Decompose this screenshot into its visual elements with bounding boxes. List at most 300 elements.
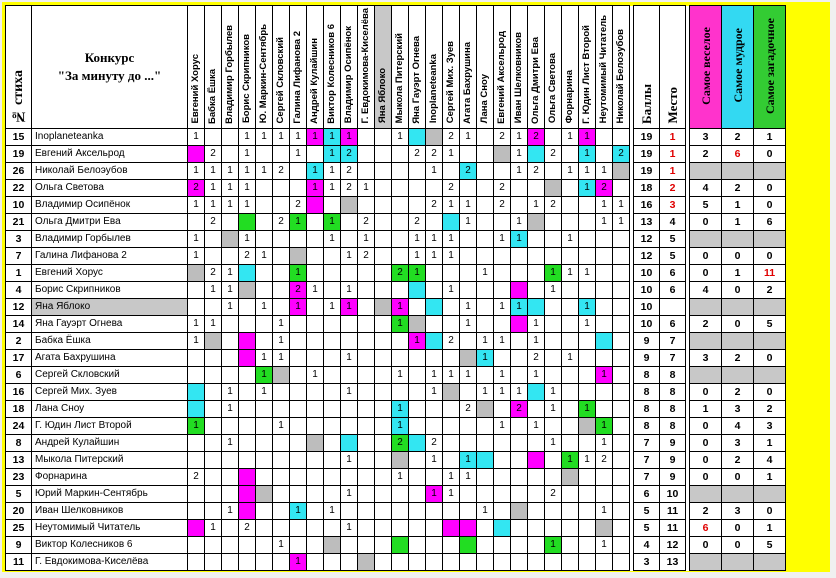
vote-cell <box>307 350 324 367</box>
vote-cell <box>273 197 290 214</box>
vote-cell <box>290 401 307 418</box>
vote-cell: 1 <box>341 520 358 537</box>
vote-cell <box>307 146 324 163</box>
vote-cell <box>290 384 307 401</box>
vote-cell: 2 <box>443 180 460 197</box>
vote-cell <box>375 418 392 435</box>
vote-cell <box>375 435 392 452</box>
vote-cell: 1 <box>477 265 494 282</box>
vote-cell <box>409 554 426 571</box>
vote-cell: 1 <box>341 248 358 265</box>
voter-name: Евгений Хорус <box>190 53 201 124</box>
vote-cell <box>545 350 562 367</box>
table-row <box>6 452 786 469</box>
vote-cell: 1 <box>188 333 205 350</box>
vote-cell <box>273 401 290 418</box>
vote-cell <box>494 350 511 367</box>
vote-cell <box>205 537 222 554</box>
vote-cell: 1 <box>596 537 613 554</box>
vote-cell: 1 <box>613 214 630 231</box>
vote-cell <box>596 231 613 248</box>
vote-cell: 1 <box>528 333 545 350</box>
verse-number: 10 <box>6 197 32 214</box>
vote-cell: 1 <box>545 537 562 554</box>
vote-cell <box>613 316 630 333</box>
vote-cell <box>613 299 630 316</box>
author-name: Мыкола Питерский <box>32 452 188 469</box>
vote-cell <box>324 282 341 299</box>
vote-cell <box>562 503 579 520</box>
vote-cell <box>188 367 205 384</box>
voter-column-header <box>477 6 494 129</box>
vote-cell <box>256 231 273 248</box>
score-cell: 10 <box>634 299 660 316</box>
vote-cell <box>596 486 613 503</box>
vote-cell: 2 <box>494 180 511 197</box>
place-cell: 6 <box>660 316 686 333</box>
author-name: Ольга Дмитри Ева <box>32 214 188 231</box>
vote-cell: 1 <box>477 384 494 401</box>
table-row <box>6 299 786 316</box>
special-vote-cell: 1 <box>754 469 786 486</box>
vote-cell <box>239 350 256 367</box>
vote-cell: 2 <box>545 486 562 503</box>
vote-cell <box>443 265 460 282</box>
special-vote-cell: 3 <box>722 401 754 418</box>
vote-cell: 2 <box>545 146 562 163</box>
vote-cell: 1 <box>341 486 358 503</box>
vote-cell: 1 <box>579 180 596 197</box>
vote-cell <box>409 503 426 520</box>
vote-cell <box>528 435 545 452</box>
vote-cell <box>511 469 528 486</box>
vote-cell <box>256 146 273 163</box>
vote-cell <box>375 384 392 401</box>
vote-cell: 2 <box>273 163 290 180</box>
vote-cell <box>239 418 256 435</box>
vote-cell <box>511 316 528 333</box>
vote-cell: 1 <box>341 129 358 146</box>
special-vote-cell <box>722 231 754 248</box>
vote-cell <box>307 452 324 469</box>
vote-cell <box>545 469 562 486</box>
place-cell: 1 <box>660 146 686 163</box>
vote-cell <box>341 316 358 333</box>
vote-cell <box>579 333 596 350</box>
vote-cell: 1 <box>579 452 596 469</box>
vote-cell <box>596 265 613 282</box>
vote-cell <box>477 520 494 537</box>
vote-cell: 1 <box>460 299 477 316</box>
vote-cell <box>511 486 528 503</box>
place-cell: 11 <box>660 520 686 537</box>
vote-cell <box>222 316 239 333</box>
voter-name: Сергей Скловский <box>275 37 286 124</box>
vote-cell <box>290 367 307 384</box>
vote-cell: 2 <box>409 146 426 163</box>
vote-cell <box>562 418 579 435</box>
table-row <box>6 333 786 350</box>
author-name: Сергей Скловский <box>32 367 188 384</box>
voter-name: Ольга Светова <box>547 53 558 124</box>
special-vote-cell <box>690 333 722 350</box>
vote-cell <box>375 214 392 231</box>
vote-cell <box>596 350 613 367</box>
score-cell: 5 <box>634 520 660 537</box>
vote-cell <box>596 469 613 486</box>
table-row <box>6 163 786 180</box>
vote-cell: 1 <box>188 231 205 248</box>
vote-cell <box>545 316 562 333</box>
vote-cell <box>494 503 511 520</box>
vote-cell <box>358 554 375 571</box>
voter-name: Владимир Горбылев <box>224 24 235 124</box>
vote-cell <box>324 350 341 367</box>
voter-column-header <box>596 6 613 129</box>
vote-cell: 1 <box>579 299 596 316</box>
voter-name: Виктор Колесников 6 <box>326 23 337 124</box>
vote-cell: 1 <box>409 231 426 248</box>
vote-cell: 1 <box>256 129 273 146</box>
contest-title-line2: "За минуту до ..." <box>57 68 162 84</box>
vote-cell <box>358 265 375 282</box>
verse-number: 24 <box>6 418 32 435</box>
vote-cell: 1 <box>188 316 205 333</box>
vote-cell <box>256 452 273 469</box>
vote-cell: 1 <box>222 197 239 214</box>
special-vote-cell: 0 <box>754 350 786 367</box>
score-cell: 9 <box>634 333 660 350</box>
vote-cell <box>222 350 239 367</box>
vote-cell <box>409 486 426 503</box>
vote-cell <box>256 435 273 452</box>
vote-cell <box>375 299 392 316</box>
vote-cell <box>562 299 579 316</box>
vote-cell <box>460 350 477 367</box>
vote-cell <box>324 248 341 265</box>
special-vote-cell: 0 <box>754 384 786 401</box>
vote-cell <box>205 384 222 401</box>
vote-cell <box>426 554 443 571</box>
vote-cell <box>341 435 358 452</box>
vote-cell <box>273 180 290 197</box>
special-vote-cell: 5 <box>754 316 786 333</box>
vote-cell: 2 <box>460 163 477 180</box>
vote-cell <box>341 554 358 571</box>
voter-name: Inoplaneteanka <box>428 54 439 124</box>
vote-cell <box>409 350 426 367</box>
special-vote-cell <box>722 163 754 180</box>
vote-cell <box>494 146 511 163</box>
vote-cell <box>239 435 256 452</box>
vote-cell <box>307 435 324 452</box>
vote-cell <box>358 367 375 384</box>
results-sheet <box>5 5 786 571</box>
vote-cell <box>511 418 528 435</box>
vote-cell <box>307 537 324 554</box>
vote-cell <box>613 537 630 554</box>
vote-cell <box>460 265 477 282</box>
vote-cell <box>460 418 477 435</box>
vote-cell: 1 <box>426 452 443 469</box>
vote-cell: 1 <box>528 197 545 214</box>
vote-cell: 2 <box>409 214 426 231</box>
vote-cell <box>426 418 443 435</box>
table-row <box>6 146 786 163</box>
vote-cell: 1 <box>392 401 409 418</box>
vote-cell: 1 <box>392 316 409 333</box>
vote-cell <box>528 503 545 520</box>
vote-cell <box>460 503 477 520</box>
vote-cell <box>273 231 290 248</box>
vote-cell: 1 <box>426 384 443 401</box>
author-name: Inoplaneteanka <box>32 129 188 146</box>
vote-cell <box>477 452 494 469</box>
vote-cell: 1 <box>307 129 324 146</box>
vote-cell <box>324 316 341 333</box>
special-vote-cell: 1 <box>754 435 786 452</box>
special-vote-cell: 0 <box>754 197 786 214</box>
vote-cell: 2 <box>290 197 307 214</box>
vote-cell: 1 <box>579 265 596 282</box>
vote-cell: 2 <box>596 452 613 469</box>
vote-cell <box>324 418 341 435</box>
vote-cell <box>273 265 290 282</box>
special-vote-cell: 2 <box>722 350 754 367</box>
vote-cell: 1 <box>443 248 460 265</box>
vote-cell <box>494 248 511 265</box>
vote-cell <box>273 299 290 316</box>
vote-cell <box>307 486 324 503</box>
vote-cell: 1 <box>443 469 460 486</box>
vote-cell: 1 <box>392 129 409 146</box>
voter-column-header <box>188 6 205 129</box>
special-vote-cell: 3 <box>690 129 722 146</box>
table-row <box>6 554 786 571</box>
score-cell: 19 <box>634 163 660 180</box>
vote-cell <box>545 503 562 520</box>
voter-column-header <box>222 6 239 129</box>
score-cell: 4 <box>634 537 660 554</box>
vote-cell <box>324 265 341 282</box>
special-vote-cell: 3 <box>754 418 786 435</box>
special-vote-cell: 0 <box>722 537 754 554</box>
vote-cell <box>545 418 562 435</box>
vote-cell <box>596 146 613 163</box>
vote-cell: 2 <box>460 401 477 418</box>
vote-cell <box>460 554 477 571</box>
vote-cell <box>579 418 596 435</box>
vote-cell: 1 <box>443 282 460 299</box>
score-cell: 18 <box>634 180 660 197</box>
special-vote-cell: 0 <box>690 452 722 469</box>
vote-cell <box>409 180 426 197</box>
special-vote-cell: 0 <box>722 469 754 486</box>
vote-cell: 1 <box>222 401 239 418</box>
vote-cell: 1 <box>443 231 460 248</box>
voter-name: Ольга Дмитри Ева <box>530 36 541 124</box>
place-cell: 6 <box>660 282 686 299</box>
vote-cell <box>511 367 528 384</box>
table-row <box>6 384 786 401</box>
table-row <box>6 435 786 452</box>
special-vote-cell <box>690 231 722 248</box>
author-name: Галина Лифанова 2 <box>32 248 188 265</box>
vote-cell: 2 <box>358 248 375 265</box>
vote-cell: 1 <box>341 350 358 367</box>
vote-cell: 1 <box>579 163 596 180</box>
vote-cell: 1 <box>443 486 460 503</box>
vote-cell: 1 <box>290 554 307 571</box>
vote-cell: 1 <box>596 435 613 452</box>
vote-cell <box>358 197 375 214</box>
vote-cell <box>613 350 630 367</box>
voter-name: Николай Белоэубов <box>615 29 626 124</box>
voter-column-header <box>562 6 579 129</box>
vote-cell <box>290 486 307 503</box>
vote-cell <box>307 469 324 486</box>
vote-cell: 1 <box>579 316 596 333</box>
verse-number: 14 <box>6 316 32 333</box>
voter-column-header <box>511 6 528 129</box>
vote-cell <box>392 248 409 265</box>
vote-cell: 1 <box>562 452 579 469</box>
vote-cell <box>188 401 205 418</box>
vote-cell: 1 <box>324 163 341 180</box>
vote-cell <box>307 299 324 316</box>
vote-cell: 1 <box>392 367 409 384</box>
vote-cell <box>205 554 222 571</box>
vote-cell <box>256 401 273 418</box>
vote-cell <box>426 299 443 316</box>
vote-cell <box>307 418 324 435</box>
vote-cell <box>222 554 239 571</box>
table-row <box>6 248 786 265</box>
vote-cell <box>443 163 460 180</box>
place-cell: 1 <box>660 163 686 180</box>
vote-cell: 1 <box>409 265 426 282</box>
vote-cell: 1 <box>613 197 630 214</box>
vote-cell: 1 <box>426 248 443 265</box>
vote-cell: 1 <box>239 231 256 248</box>
vote-cell <box>239 265 256 282</box>
vote-cell: 1 <box>273 129 290 146</box>
vote-cell <box>477 537 494 554</box>
vote-cell: 1 <box>205 282 222 299</box>
vote-cell: 1 <box>494 333 511 350</box>
vote-cell <box>545 299 562 316</box>
vote-cell: 1 <box>239 146 256 163</box>
place-header-label: Место <box>664 86 680 124</box>
voter-name: Яна Яблоко <box>377 68 388 124</box>
score-cell: 8 <box>634 418 660 435</box>
place-cell: 9 <box>660 435 686 452</box>
vote-cell <box>205 418 222 435</box>
voter-column-header <box>460 6 477 129</box>
vote-cell <box>613 333 630 350</box>
vote-cell: 1 <box>545 435 562 452</box>
vote-cell: 1 <box>324 180 341 197</box>
vote-cell <box>375 503 392 520</box>
vote-cell <box>409 469 426 486</box>
vote-cell: 2 <box>545 197 562 214</box>
vote-cell <box>613 129 630 146</box>
place-cell: 11 <box>660 503 686 520</box>
voter-column-header <box>341 6 358 129</box>
place-cell: 3 <box>660 197 686 214</box>
vote-cell: 1 <box>562 265 579 282</box>
voter-column-header <box>426 6 443 129</box>
place-cell: 8 <box>660 367 686 384</box>
special-vote-cell: 6 <box>690 520 722 537</box>
voter-column-header <box>375 6 392 129</box>
vote-cell: 2 <box>596 180 613 197</box>
score-cell: 12 <box>634 231 660 248</box>
vote-cell <box>426 129 443 146</box>
vote-cell <box>341 214 358 231</box>
author-name: Владимир Осипёнок <box>32 197 188 214</box>
vote-cell <box>188 537 205 554</box>
voter-name: Бабка Ёшка <box>207 68 218 124</box>
special-vote-cell: 11 <box>754 265 786 282</box>
place-cell: 8 <box>660 418 686 435</box>
vote-cell <box>477 129 494 146</box>
vote-cell <box>477 316 494 333</box>
vote-cell <box>358 299 375 316</box>
special-vote-cell: 6 <box>722 146 754 163</box>
vote-cell <box>409 299 426 316</box>
vote-cell <box>341 333 358 350</box>
vote-cell: 1 <box>392 299 409 316</box>
vote-cell <box>256 265 273 282</box>
vote-cell <box>528 231 545 248</box>
vote-cell <box>460 282 477 299</box>
vote-cell: 1 <box>562 231 579 248</box>
special-vote-cell: 0 <box>690 214 722 231</box>
vote-cell: 2 <box>426 435 443 452</box>
vote-cell <box>307 503 324 520</box>
author-name: Ольга Светова <box>32 180 188 197</box>
vote-cell: 2 <box>392 435 409 452</box>
vote-cell <box>613 231 630 248</box>
author-name: Форнарина <box>32 469 188 486</box>
special-vote-cell: 0 <box>690 384 722 401</box>
vote-cell: 2 <box>205 214 222 231</box>
vote-cell: 1 <box>477 333 494 350</box>
vote-cell: 2 <box>426 197 443 214</box>
place-cell: 12 <box>660 537 686 554</box>
vote-cell: 1 <box>392 469 409 486</box>
vote-cell: 1 <box>222 503 239 520</box>
vote-cell: 1 <box>239 180 256 197</box>
special-vote-cell: 1 <box>690 401 722 418</box>
vote-cell <box>392 452 409 469</box>
author-name: Евгений Хорус <box>32 265 188 282</box>
score-cell: 8 <box>634 384 660 401</box>
vote-cell: 1 <box>409 248 426 265</box>
vote-cell: 1 <box>511 146 528 163</box>
vote-cell <box>358 452 375 469</box>
score-cell: 19 <box>634 129 660 146</box>
vote-cell <box>358 129 375 146</box>
verse-number: 9 <box>6 537 32 554</box>
vote-cell <box>375 197 392 214</box>
vote-cell: 1 <box>324 299 341 316</box>
verse-number: 11 <box>6 554 32 571</box>
vote-cell <box>188 384 205 401</box>
special-vote-cell: 2 <box>754 401 786 418</box>
vote-cell: 1 <box>494 418 511 435</box>
